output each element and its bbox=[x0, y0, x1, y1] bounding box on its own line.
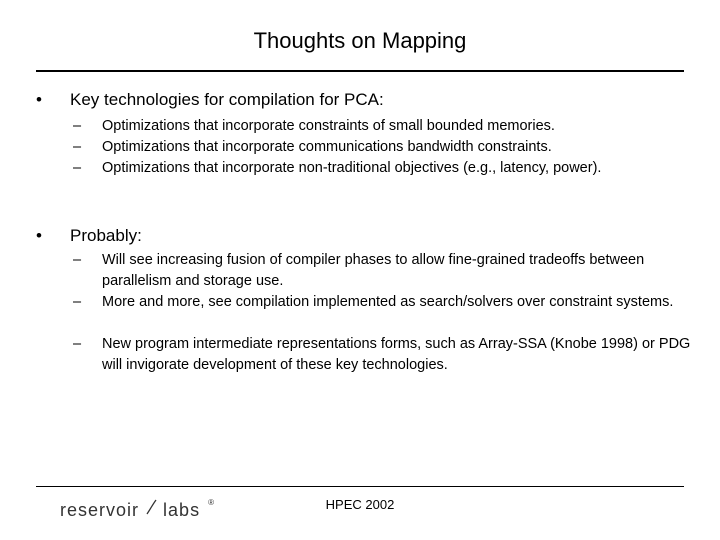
sub-text: Optimizations that incorporate constraints of small bounded memories. bbox=[102, 118, 555, 134]
logo-word-labs: labs bbox=[163, 500, 201, 520]
sub-text: Will see increasing fusion of compiler phases to allow fine-grained tradeoffs between parallelism and storage use. bbox=[102, 252, 645, 289]
logo-registered-mark: ® bbox=[208, 498, 215, 507]
sub-text: Optimizations that incorporate communications bandwidth constraints. bbox=[102, 139, 552, 155]
logo-word-reservoir: reservoir bbox=[60, 500, 140, 520]
bullet-marker: • bbox=[36, 226, 42, 245]
slide-title: Thoughts on Mapping bbox=[253, 28, 467, 53]
footer-text: HPEC 2002 bbox=[325, 497, 395, 512]
sub-marker: – bbox=[73, 139, 82, 155]
title-divider bbox=[36, 70, 684, 72]
sub-text: Optimizations that incorporate non-traditional objectives (e.g., latency, power). bbox=[102, 160, 602, 176]
sub-marker: – bbox=[73, 336, 82, 352]
bullet-text: Key technologies for compilation for PCA: bbox=[70, 90, 384, 109]
sub-marker: – bbox=[73, 294, 82, 310]
bullet-text: Probably: bbox=[70, 226, 142, 245]
footer-divider bbox=[36, 486, 684, 487]
sub-marker: – bbox=[73, 118, 82, 134]
sub-text: New program intermediate representations forms, such as Array-SSA (Knobe 1998) or PDG will invigorate development of these key technologies. bbox=[102, 336, 691, 373]
sub-marker: – bbox=[73, 252, 82, 268]
sub-marker: – bbox=[73, 160, 82, 176]
sub-text: More and more, see compilation implemented as search/solvers over constraint systems. bbox=[102, 294, 674, 310]
bullet-marker: • bbox=[36, 90, 42, 109]
